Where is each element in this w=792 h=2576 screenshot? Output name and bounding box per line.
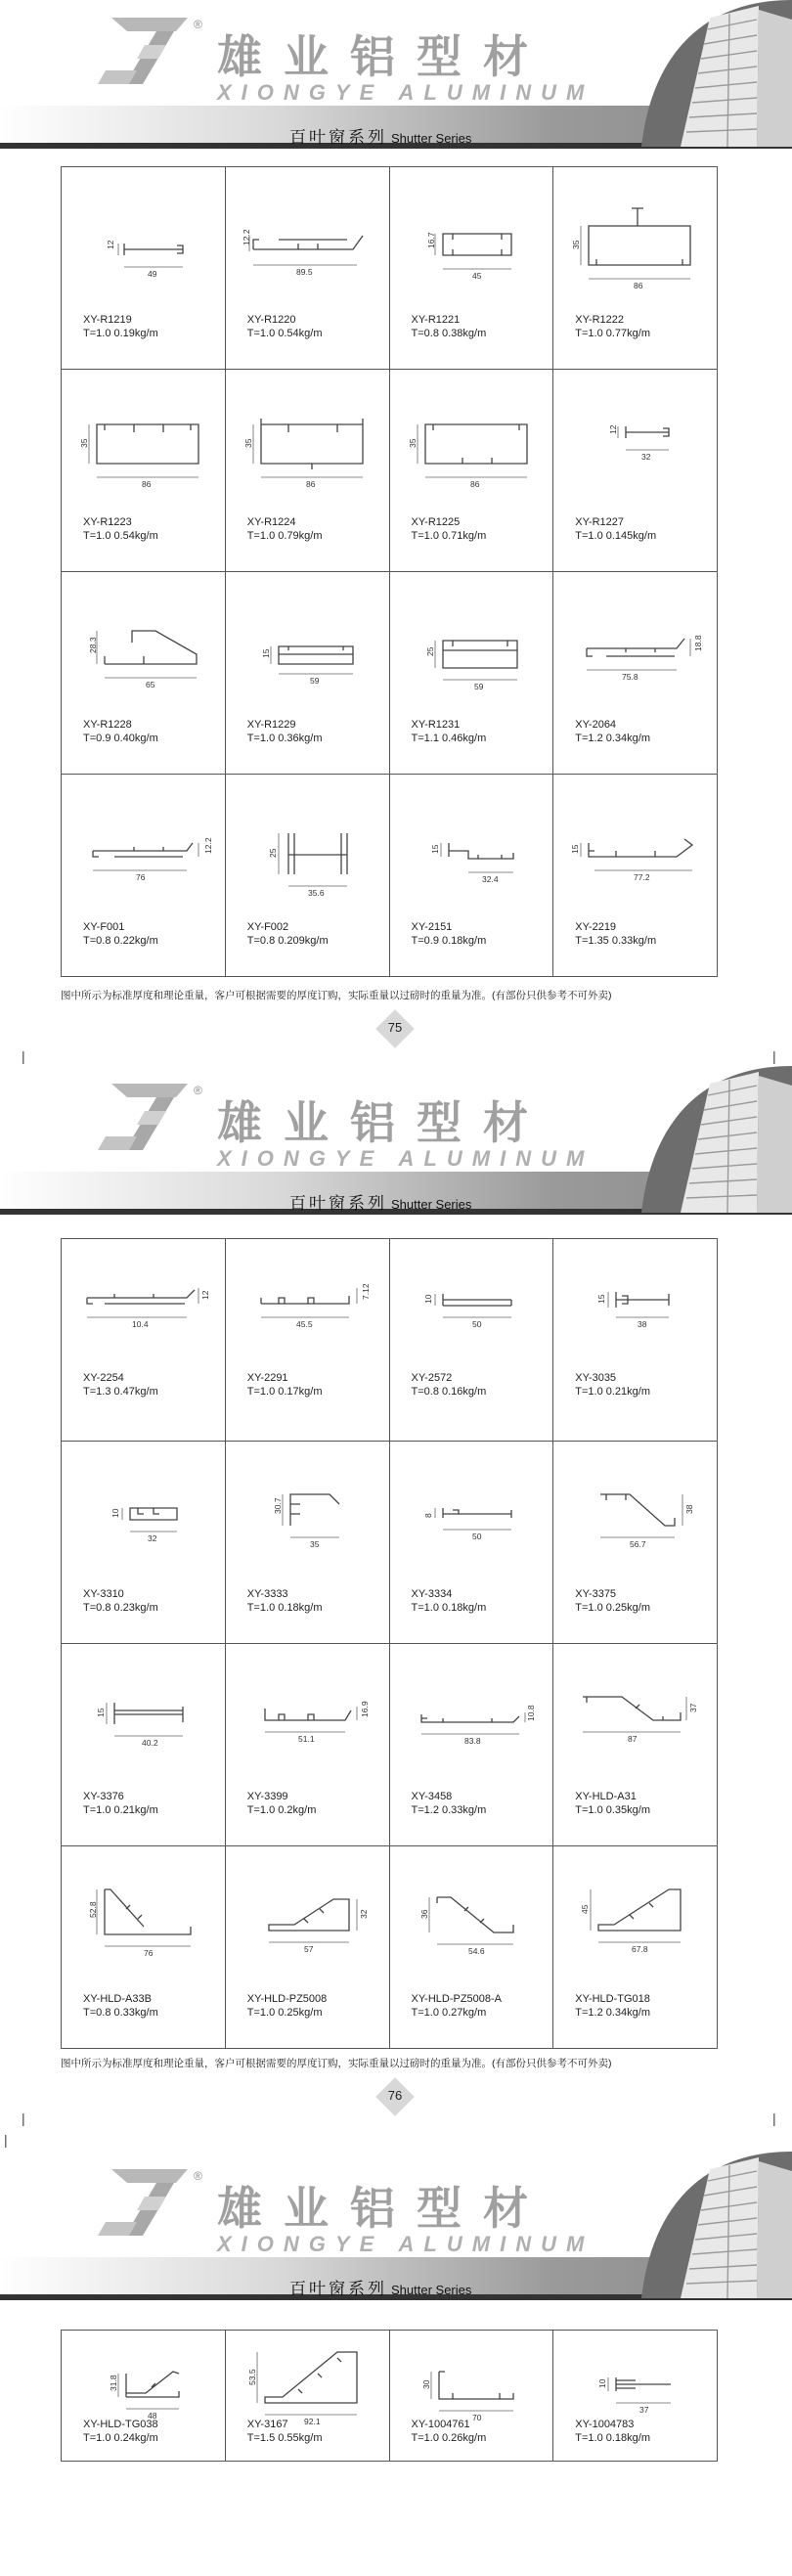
profile-row [62, 370, 718, 572]
profile-cell [390, 775, 554, 977]
profile-drawing-icon [240, 187, 376, 304]
profile-code: XY-3399 [246, 1791, 288, 1802]
dim-width: 32 [641, 452, 651, 462]
profile-spec: T=1.2 0.34kg/m [575, 2007, 650, 2019]
dim-height: 10 [110, 1508, 120, 1518]
footnote: 图中所示为标准厚度和理论重量，客户可根据需要的厚度订购，实际重量以过磅时的重量为准。(有部份只供参考不可外卖) [61, 2058, 612, 2069]
dim-height: 28.3 [88, 637, 98, 653]
brand-name-en: XIONGYE ALUMINUM [217, 80, 594, 105]
series-title [289, 2275, 471, 2299]
profile-drawing-icon [75, 592, 212, 709]
profile-code: XY-R1219 [83, 314, 132, 326]
dim-height: 25 [267, 848, 278, 858]
building-photo-icon [641, 2152, 792, 2298]
dim-width: 65 [146, 680, 155, 689]
dim-height: 53.5 [246, 2369, 257, 2385]
dim-width: 48 [148, 2411, 157, 2421]
profile-code: XY-2254 [83, 1372, 124, 1384]
profile-code: XY-R1231 [411, 719, 461, 731]
page-header [0, 2152, 792, 2308]
profile-spec: T=1.0 0.54kg/m [83, 530, 158, 542]
profile-code: XY-R1224 [246, 516, 296, 528]
profile-code: XY-3334 [411, 1588, 453, 1600]
profile-cell [226, 1644, 390, 1846]
dim-width: 45.5 [295, 1319, 313, 1329]
series-title-cn: 百叶窗系列 [289, 1194, 387, 1214]
profile-drawing-icon [567, 2338, 704, 2421]
profile-spec: T=1.0 0.77kg/m [575, 328, 650, 339]
profile-cell [226, 572, 390, 775]
profile-code: XY-2219 [575, 921, 617, 933]
profile-code: XY-1004783 [575, 2419, 635, 2430]
dim-width: 70 [471, 2413, 481, 2422]
profile-code: XY-R1221 [411, 314, 461, 326]
profile-spec: T=1.0 0.79kg/m [246, 530, 323, 542]
profile-drawing-icon [404, 1664, 541, 1781]
dim-height: 25 [424, 646, 435, 656]
profile-code: XY-3333 [246, 1588, 288, 1600]
profile-code: XY-3035 [575, 1372, 617, 1384]
profile-cell [390, 2331, 554, 2462]
profile-cell [226, 1239, 390, 1442]
profile-code: XY-F001 [83, 921, 125, 933]
profile-code: XY-3310 [83, 1588, 124, 1600]
dim-width: 89.5 [295, 267, 313, 277]
crop-mark: | [772, 2110, 776, 2126]
brand-logo-icon [98, 1076, 196, 1158]
profile-drawing-icon [567, 1259, 704, 1376]
profile-code: XY-1004761 [411, 2419, 470, 2430]
profile-drawing-icon [404, 794, 541, 911]
profile-spec: T=1.0 0.26kg/m [411, 2432, 487, 2444]
profile-cell [226, 2331, 390, 2462]
profile-drawing-icon [75, 389, 212, 507]
catalog-page-77 [0, 2132, 792, 2576]
profile-drawing-icon [567, 1461, 704, 1578]
profile-cell [226, 775, 390, 977]
dim-height: 45 [580, 1904, 591, 1914]
footnote: 图中所示为标准厚度和理论重量，客户可根据需要的厚度订购，实际重量以过磅时的重量为准。(有部份只供参考不可外卖) [61, 990, 612, 1001]
profile-drawing-icon [567, 1664, 704, 1781]
profile-row [62, 572, 718, 775]
profile-grid [61, 1238, 718, 2049]
profile-drawing-icon [240, 1664, 376, 1781]
dim-height: 15 [596, 1294, 607, 1304]
profile-drawing-icon [404, 2338, 541, 2421]
dim-width: 86 [142, 479, 152, 489]
crop-mark: | [772, 1048, 776, 1064]
dim-height: 52.8 [88, 1901, 98, 1918]
profile-drawing-icon [404, 389, 541, 507]
building-photo-icon [641, 0, 792, 147]
profile-cell [553, 775, 718, 977]
profile-spec: T=1.0 0.24kg/m [83, 2432, 158, 2444]
brand-name-cn: 雄业铝型材 [217, 30, 550, 83]
dim-height: 8 [422, 1513, 433, 1518]
dim-width: 67.8 [632, 1944, 648, 1954]
dim-width: 50 [471, 1319, 481, 1329]
profile-spec: T=0.9 0.40kg/m [83, 733, 158, 744]
profile-spec: T=1.0 0.21kg/m [83, 1804, 158, 1816]
dim-height: 12 [608, 424, 619, 434]
dim-width: 59 [473, 682, 483, 691]
profile-code: XY-3375 [575, 1588, 617, 1600]
dim-width: 54.6 [467, 1946, 485, 1956]
registered-mark: ® [194, 18, 202, 31]
profile-spec: T=1.35 0.33kg/m [575, 935, 657, 947]
dim-height: 32 [358, 1909, 369, 1919]
page-number [375, 2077, 415, 2116]
dim-height: 35 [79, 438, 89, 448]
profile-cell [62, 1442, 226, 1644]
profile-code: XY-2291 [246, 1372, 288, 1384]
profile-spec: T=1.0 0.18kg/m [246, 1602, 323, 1614]
series-title-en: Shutter Series [391, 1197, 472, 1212]
profile-code: XY-R1223 [83, 516, 132, 528]
brand-name-cn: 雄业铝型材 [217, 2182, 550, 2235]
profile-cell [62, 1846, 226, 2049]
profile-code: XY-2064 [575, 719, 617, 731]
profile-spec: T=1.0 0.36kg/m [246, 733, 323, 744]
dim-width: 51.1 [297, 1734, 315, 1744]
dim-width: 45 [471, 271, 481, 281]
profile-spec: T=1.0 0.25kg/m [246, 2007, 323, 2019]
profile-spec: T=1.3 0.47kg/m [83, 1386, 158, 1398]
registered-mark: ® [194, 1084, 202, 1097]
series-title-en: Shutter Series [391, 131, 472, 146]
dim-width: 77.2 [634, 872, 650, 882]
dim-width: 49 [148, 269, 157, 279]
profile-code: XY-R1222 [575, 314, 624, 326]
crop-mark: | [22, 1048, 25, 1064]
profile-drawing-icon [75, 1664, 212, 1781]
profile-spec: T=0.8 0.33kg/m [83, 2007, 158, 2019]
profile-cell [390, 167, 554, 370]
dim-height: 10.8 [525, 1705, 536, 1721]
catalog-page-75 [0, 0, 792, 1066]
profile-cell [553, 572, 718, 775]
building-photo-icon [641, 1066, 792, 1213]
dim-height: 36 [418, 1909, 429, 1919]
series-title [289, 1189, 471, 1214]
profile-spec: T=1.0 0.18kg/m [411, 1602, 487, 1614]
profile-cell [390, 1846, 554, 2049]
dim-height: 12.2 [203, 837, 213, 854]
profile-drawing-icon [75, 2338, 212, 2421]
profile-row [62, 167, 718, 370]
profile-cell [390, 572, 554, 775]
dim-width: 75.8 [622, 672, 638, 682]
profile-code: XY-HLD-TG018 [575, 1993, 650, 2005]
profile-drawing-icon [75, 794, 212, 911]
dim-width: 76 [144, 1948, 154, 1958]
profile-spec: T=1.0 0.27kg/m [411, 2007, 487, 2019]
profile-cell [62, 775, 226, 977]
profile-drawing-icon [75, 1461, 212, 1578]
profile-code: XY-HLD-A31 [575, 1791, 637, 1802]
page-header [0, 1066, 792, 1222]
profile-cell [390, 1644, 554, 1846]
catalog-page-76 [0, 1066, 792, 2132]
dim-height: 18.8 [693, 635, 704, 651]
profile-drawing-icon [75, 1866, 212, 1983]
profile-cell [62, 2331, 226, 2462]
profile-drawing-icon [240, 389, 376, 507]
brand-logo-icon [98, 2161, 196, 2243]
dim-width: 86 [634, 281, 643, 290]
series-title-en: Shutter Series [391, 2283, 472, 2297]
dim-height: 7.12 [360, 1283, 371, 1300]
profile-drawing-icon [75, 1259, 212, 1376]
profile-spec: T=1.0 0.2kg/m [246, 1804, 317, 1816]
dim-height: 30.7 [272, 1497, 283, 1514]
dim-height: 12.2 [241, 229, 251, 245]
profile-row [62, 775, 718, 977]
profile-row [62, 2331, 718, 2462]
profile-drawing-icon [240, 592, 376, 709]
profile-cell [390, 1442, 554, 1644]
dim-height: 15 [260, 648, 271, 658]
profile-row [62, 1846, 718, 2049]
dim-height: 30 [420, 2379, 431, 2389]
dim-height: 37 [688, 1703, 699, 1712]
dim-width: 56.7 [630, 1539, 646, 1549]
profile-cell [62, 1239, 226, 1442]
profile-spec: T=1.0 0.25kg/m [575, 1602, 650, 1614]
dim-width: 59 [309, 676, 320, 686]
dim-height: 10 [597, 2378, 608, 2388]
dim-width: 86 [469, 479, 479, 489]
dim-width: 57 [303, 1944, 314, 1954]
profile-spec: T=0.9 0.18kg/m [411, 935, 487, 947]
profile-drawing-icon [240, 1461, 376, 1578]
crop-mark: | [22, 2110, 25, 2126]
profile-code: XY-3458 [411, 1791, 453, 1802]
dim-width: 35.6 [307, 888, 325, 898]
profile-code: XY-HLD-PZ5008 [246, 1993, 328, 2005]
profile-spec: T=1.0 0.21kg/m [575, 1386, 650, 1398]
dim-height: 38 [684, 1504, 695, 1514]
dim-width: 35 [309, 1539, 320, 1549]
series-title-cn: 百叶窗系列 [289, 128, 387, 148]
profile-drawing-icon [404, 1866, 541, 1983]
profile-spec: T=1.0 0.18kg/m [575, 2432, 650, 2444]
dim-height: 15 [429, 844, 440, 854]
profile-spec: T=1.2 0.33kg/m [411, 1804, 487, 1816]
profile-grid [61, 2330, 718, 2462]
profile-cell [62, 1644, 226, 1846]
dim-height: 15 [570, 844, 581, 854]
dim-width: 83.8 [463, 1736, 481, 1746]
profile-spec: T=1.2 0.34kg/m [575, 733, 650, 744]
dim-height: 12 [106, 240, 115, 249]
brand-name-en: XIONGYE ALUMINUM [217, 2232, 594, 2256]
profile-code: XY-HLD-A33B [83, 1993, 152, 2005]
dim-width: 32 [148, 1533, 157, 1543]
profile-drawing-icon [404, 1259, 541, 1376]
profile-drawing-icon [240, 1259, 376, 1376]
profile-code: XY-F002 [246, 921, 289, 933]
dim-height: 35 [571, 240, 582, 249]
profile-cell [553, 2331, 718, 2462]
profile-spec: T=1.0 0.19kg/m [83, 328, 158, 339]
profile-cell [553, 1846, 718, 2049]
profile-code: XY-2572 [411, 1372, 453, 1384]
profile-cell [226, 1442, 390, 1644]
page-header [0, 0, 792, 156]
profile-drawing-icon [567, 794, 704, 911]
dim-height: 16.7 [425, 232, 436, 248]
profile-code: XY-3376 [83, 1791, 124, 1802]
profile-spec: T=0.8 0.209kg/m [246, 935, 329, 947]
profile-spec: T=1.0 0.17kg/m [246, 1386, 323, 1398]
brand-logo-icon [98, 10, 196, 92]
profile-drawing-icon [567, 592, 704, 709]
dim-width: 10.4 [132, 1319, 149, 1329]
profile-code: XY-2151 [411, 921, 453, 933]
profile-row [62, 1239, 718, 1442]
profile-cell [390, 370, 554, 572]
profile-spec: T=1.5 0.55kg/m [246, 2432, 323, 2444]
series-title [289, 123, 471, 148]
dim-width: 37 [639, 2405, 649, 2415]
profile-row [62, 1644, 718, 1846]
profile-cell [553, 1644, 718, 1846]
profile-spec: T=0.8 0.23kg/m [83, 1602, 158, 1614]
profile-cell [553, 370, 718, 572]
profile-code: XY-HLD-TG038 [83, 2419, 158, 2430]
dim-width: 92.1 [303, 2417, 321, 2426]
profile-spec: T=1.0 0.145kg/m [575, 530, 657, 542]
profile-drawing-icon [567, 187, 704, 304]
dim-height: 35 [242, 438, 253, 448]
crop-mark: | [4, 2132, 8, 2148]
profile-spec: T=0.8 0.16kg/m [411, 1386, 487, 1398]
profile-spec: T=0.8 0.38kg/m [411, 328, 487, 339]
profile-cell [553, 1239, 718, 1442]
dim-width: 40.2 [142, 1738, 158, 1748]
profile-drawing-icon [404, 592, 541, 709]
profile-code: XY-R1228 [83, 719, 132, 731]
profile-spec: T=1.0 0.54kg/m [246, 328, 323, 339]
page-number-label: 75 [387, 1020, 403, 1035]
page-number-label: 76 [387, 2088, 403, 2103]
dim-height: 12 [200, 1290, 210, 1300]
series-title-cn: 百叶窗系列 [289, 2280, 387, 2299]
profile-cell [62, 572, 226, 775]
profile-drawing-icon [240, 794, 376, 911]
profile-cell [226, 370, 390, 572]
brand-name-cn: 雄业铝型材 [217, 1096, 550, 1149]
profile-cell [62, 370, 226, 572]
dim-width: 50 [471, 1532, 481, 1541]
profile-spec: T=1.0 0.71kg/m [411, 530, 487, 542]
dim-height: 35 [407, 438, 418, 448]
profile-spec: T=1.0 0.35kg/m [575, 1804, 650, 1816]
dim-width: 86 [305, 479, 316, 489]
profile-code: XY-R1227 [575, 516, 624, 528]
profile-cell [62, 167, 226, 370]
profile-cell [226, 167, 390, 370]
profile-spec: T=1.1 0.46kg/m [411, 733, 487, 744]
dim-height: 31.8 [109, 2375, 118, 2391]
profile-cell [553, 167, 718, 370]
dim-width: 38 [638, 1319, 647, 1329]
profile-row [62, 1442, 718, 1644]
registered-mark: ® [194, 2169, 202, 2183]
profile-drawing-icon [75, 187, 212, 304]
profile-code: XY-R1225 [411, 516, 461, 528]
profile-cell [226, 1846, 390, 2049]
profile-drawing-icon [404, 187, 541, 304]
profile-code: XY-3167 [246, 2419, 288, 2430]
dim-width: 32.4 [481, 874, 499, 884]
brand-name-en: XIONGYE ALUMINUM [217, 1146, 594, 1171]
profile-cell [553, 1442, 718, 1644]
dim-height: 16.9 [359, 1701, 370, 1717]
profile-code: XY-HLD-PZ5008-A [411, 1993, 503, 2005]
profile-spec: T=0.8 0.22kg/m [83, 935, 158, 947]
dim-width: 87 [628, 1734, 638, 1744]
profile-code: XY-R1229 [246, 719, 296, 731]
page-number [375, 1009, 415, 1048]
profile-code: XY-R1220 [246, 314, 296, 326]
profile-drawing-icon [567, 1866, 704, 1983]
profile-drawing-icon [240, 1866, 376, 1983]
profile-drawing-icon [404, 1461, 541, 1578]
dim-width: 76 [136, 872, 146, 882]
profile-grid [61, 166, 718, 977]
profile-drawing-icon [567, 389, 704, 507]
profile-cell [390, 1239, 554, 1442]
dim-height: 10 [422, 1294, 433, 1304]
dim-height: 15 [96, 1708, 106, 1717]
